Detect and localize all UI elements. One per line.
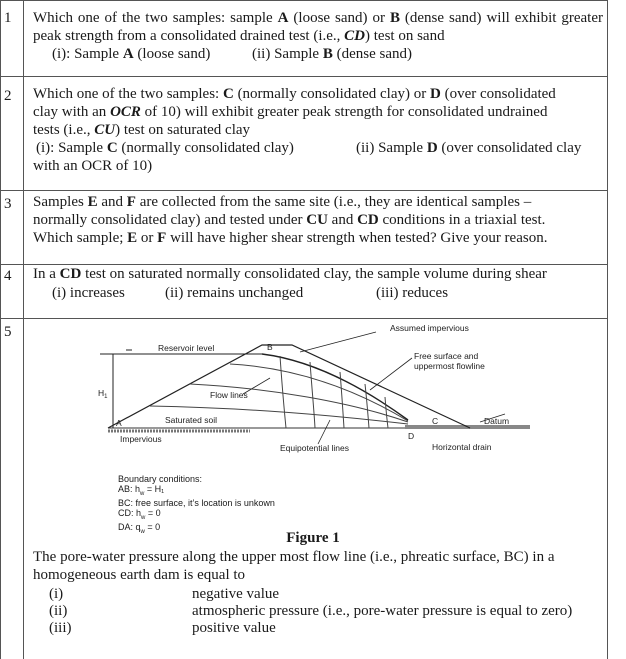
boundary-conditions [118,475,275,537]
label-free-surface: Free surface and [414,351,479,361]
question-number: 5 [4,324,12,340]
label-impervious: Impervious [120,434,162,444]
question-number: 1 [4,10,12,26]
question-2-option-ii: (ii) Sample D (over consolidated clay [356,140,582,156]
label-h1: $H_1$ [98,388,108,400]
leader-line [300,332,376,352]
question-1-option-ii: (ii) Sample B (dense sand) [252,46,412,62]
figure-caption: Figure 1 [286,530,340,546]
question-3-line-3: Which sample; E or F will have higher shear strength when tested? Give your reason. [33,230,548,246]
label-equipotential-lines: Equipotential lines [280,443,349,453]
flow-line [230,364,408,421]
equipotential-line [385,397,388,428]
label-assumed-impervious: Assumed impervious [390,323,469,333]
label-uppermost-flowline: uppermost flowline [414,361,485,371]
boundary-da: DA: $q_w = 0$ [118,521,161,535]
label-point-b: B [267,342,273,352]
question-number: 2 [4,88,12,104]
equipotential-line [310,362,315,428]
question-5-choice-text: positive value [192,620,276,636]
question-4-option-iii: (iii) reduces [376,285,449,301]
label-point-d: D [408,431,415,441]
question-3-line-2: normally consolidated clay) and tested under CU and CD conditions in a triaxial test. [33,212,546,228]
label-flow-lines: Flow lines [210,390,248,400]
label-reservoir-level: Reservoir level [158,343,215,353]
label-saturated-soil: Saturated soil [165,415,217,425]
question-5-choice-label: (iii) [49,620,72,636]
question-2-option-ii-continued: with an OCR of 10) [33,158,153,174]
boundary-conditions-title: Boundary conditions: [118,474,203,484]
question-4-text: In a CD test on saturated normally consolidated clay, the sample volume during shear [33,266,547,282]
leader-line [318,420,330,444]
question-3-line-1: Samples E and F are collected from the same site (i.e., they are identical samples – [33,194,532,210]
question-5-choice-label: (i) [49,586,64,602]
boundary-ab: AB: $h_w = H_1$ [118,483,165,497]
question-number: 4 [4,268,12,284]
leader-line [370,358,412,390]
question-1-option-i: (i): Sample A (loose sand) [52,46,211,62]
question-1-text: Which one of the two samples: sample A (loose sand) or B (dense sand) will exhibit greater peak strength from a consolidated drained test (i.e., CD) test on sand [33,10,603,44]
label-point-a: A [116,418,122,428]
question-5-choice-text: atmospheric pressure (i.e., pore-water pressure is equal to zero) [192,603,573,619]
label-horizontal-drain: Horizontal drain [432,442,492,452]
question-5-text: The pore-water pressure along the upper most flow line (i.e., phreatic surface, BC) in a homogeneous earth dam is equal to [33,549,555,583]
question-2-line-2: clay with an OCR of 10) will exhibit greater peak strength for consolidated undrained [33,104,548,120]
question-2-option-i: (i): Sample C (normally consolidated clay) [36,140,294,156]
question-number: 3 [4,196,12,212]
boundary-bc: BC: free surface, it’s location is unkown [118,497,275,508]
label-datum: Datum [484,416,510,426]
question-2-line-3: tests (i.e., CU) test on saturated clay [33,122,251,138]
question-5-choice-label: (ii) [49,603,68,619]
question-2-line-1: Which one of the two samples: C (normally consolidated clay) or D (over consolidated [33,86,556,102]
boundary-cd: CD: $h_w = 0$ [118,507,161,521]
question-4-option-i: (i) increases [52,285,125,301]
question-4-option-ii: (ii) remains unchanged [165,285,304,301]
equipotential-line [365,384,369,428]
label-point-c: C [432,416,439,426]
question-5-choice-text: negative value [192,586,280,602]
equipotential-line [280,356,286,428]
